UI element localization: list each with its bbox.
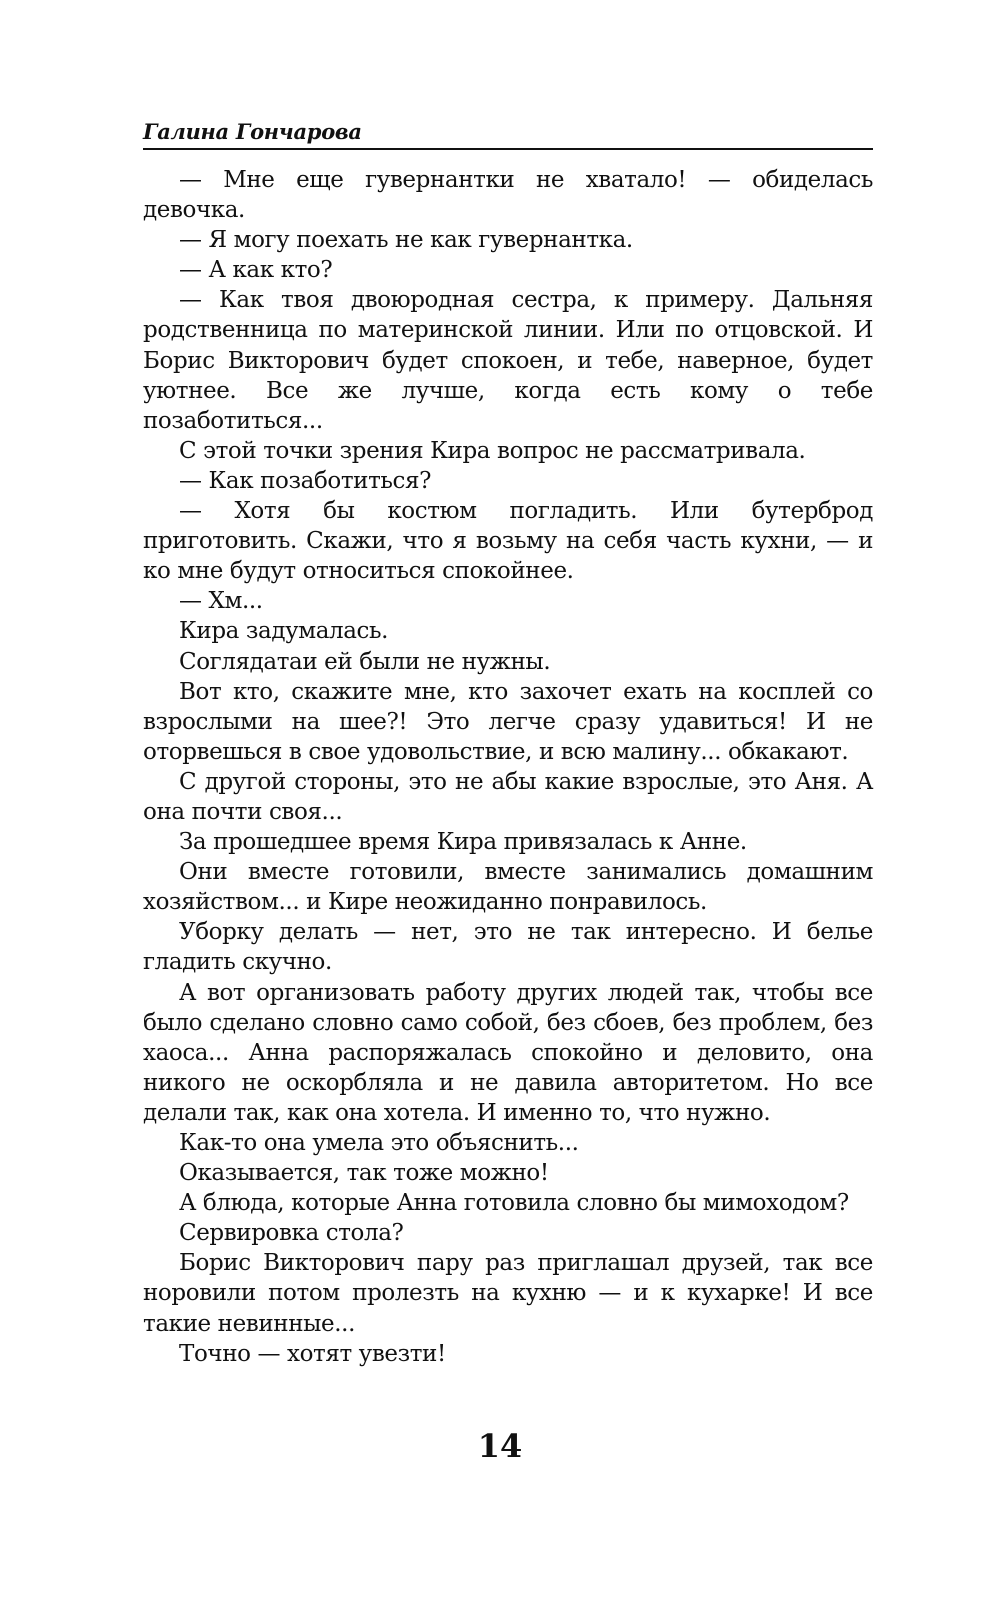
paragraph: А вот организовать работу других людей так, чтобы все было сделано словно само собой, без сбоев, без проблем, без хаоса... Анна распоряжалась спокойно и деловито, она никого не оскорбляла и не давила авторитетом. Но все делали так, как она хотела. И именно то, что нужно. (143, 979, 873, 1126)
paragraph: — Мне еще гувернантки не хватало! — обиделась девочка. (143, 167, 873, 224)
paragraph: — Как твоя двоюродная сестра, к примеру. Дальняя родственница по материнской линии. Или по отцовской. И Борис Викторович будет спокоен, и тебе, наверное, будет уютнее. Все же лучше, когда есть кому о тебе позаботиться... (143, 287, 873, 434)
paragraph: Кира задумалась. (179, 618, 389, 645)
page-number: 14 (477, 1427, 523, 1465)
paragraph: — А как кто? (179, 257, 333, 284)
paragraph: А блюда, которые Анна готовила словно бы мимоходом? (179, 1190, 849, 1217)
paragraph: Уборку делать — нет, это не так интересно. И белье гладить скучно. (143, 919, 873, 976)
paragraph: Точно — хотят увезти! (179, 1340, 446, 1367)
paragraph: — Хм... (179, 588, 263, 615)
paragraph: Борис Викторович пару раз приглашал друзей, так все норовили потом пролезть на кухню — и к кухарке! И все такие невинные... (143, 1250, 873, 1337)
paragraph: Соглядатаи ей были не нужны. (179, 648, 551, 675)
author-name: Галина Гончарова (143, 119, 362, 144)
paragraph: — Как позаботиться? (179, 467, 432, 494)
paragraph: Как-то она умела это объяснить... (179, 1130, 579, 1156)
paragraph: С другой стороны, это не абы какие взрослые, это Аня. А она почти своя... (143, 768, 873, 825)
paragraph: Оказывается, так тоже можно! (179, 1160, 549, 1187)
paragraph: Сервировка стола? (179, 1220, 404, 1247)
paragraph: Они вместе готовили, вместе занимались домашним хозяйством... и Кире неожиданно понравилось. (143, 859, 873, 916)
paragraph: — Хотя бы костюм погладить. Или бутерброд приготовить. Скажи, что я возьму на себя часть кухни, — и ко мне будут относиться спокойнее. (143, 498, 873, 585)
paragraph: Вот кто, скажите мне, кто захочет ехать на косплей со взрослыми на шее?! Это легче сразу удавиться! И не оторвешься в свое удовольствие, и всю малину... обкакают. (143, 678, 873, 765)
paragraph: С этой точки зрения Кира вопрос не рассматривала. (179, 437, 806, 464)
paragraph: За прошедшее время Кира привязалась к Анне. (179, 829, 747, 856)
paragraph: — Я могу поехать не как гувернантка. (179, 227, 633, 254)
body-text (143, 165, 873, 1369)
running-header (143, 114, 873, 150)
